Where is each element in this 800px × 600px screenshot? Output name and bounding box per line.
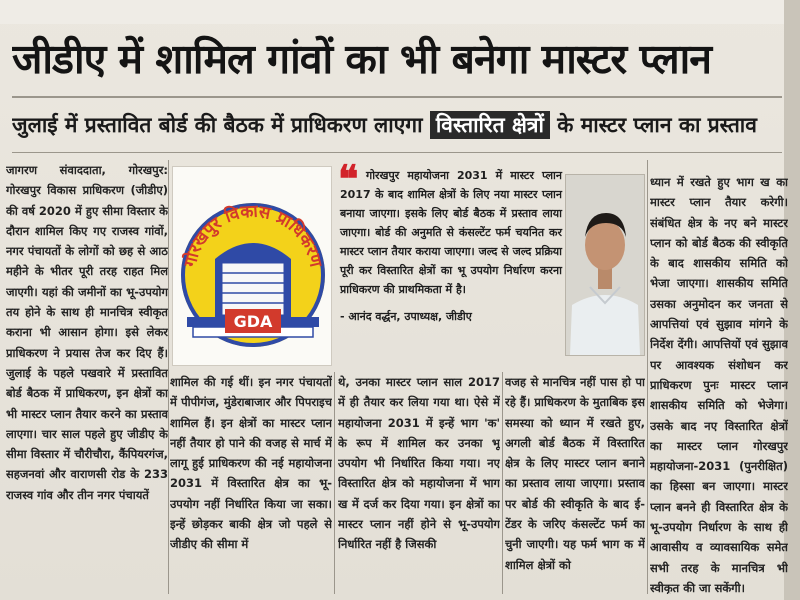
subheadline-tail: के मास्टर प्लान का प्रस्ताव	[557, 113, 757, 137]
headline-divider	[12, 96, 782, 98]
quote-mark-icon: ❝	[338, 156, 359, 201]
article-column-1	[6, 160, 168, 594]
article-column-4-text: वजह से मानचित्र नहीं पास हो पा रहे हैं। प्राधिकरण के मुताबिक इस समस्या को ध्यान में रखते हुए, अगली बोर्ड बैठक में विस्तारित क्षेत्र के लिए मास्टर प्लान बनाने का प्रस्ताव लाया जाएगा। प्रस्ताव पर बोर्ड की स्वीकृति के बाद ई-टेंडर के जरिए कंसल्टेंट फर्म का चुनी जाएगी। यह फर्म भाग क में शामिल क्षेत्रों को	[505, 375, 645, 572]
article-column-4	[505, 372, 645, 594]
article-column-3	[338, 372, 500, 594]
quote-text: गोरखपुर महायोजना 2031 में मास्टर प्लान 2017 के बाद शामिल क्षेत्रों के लिए नया मास्टर प्लान बनाया जाएगा। इसके लिए बोर्ड बैठक में प्रस्ताव लाया जाएगा। बोर्ड की अनुमति से कंसल्टेंट फर्म चयनित कर मास्टर प्लान तैयार कराया जाएगा। जल्द से जल्द प्रक्रिया पूरी कर विस्तारित क्षेत्रों का भू उपयोग निर्धारण करना प्राधिकरण की प्राथमिकता में है।	[340, 169, 562, 296]
article-column-5-text: ध्यान में रखते हुए भाग ख का मास्टर प्लान तैयार करेगी। संबंधित क्षेत्र के नए बने मास्टर प्लान को बोर्ड बैठक की स्वीकृति के बाद शासकीय समिति को भेजा जाएगा। शासकीय समिति उसका अनुमोदन कर जनता से आपत्तियां एवं सुझाव मांगने के निर्देश देंगी। आपत्तियों एवं सुझाव पर आवश्यक संशोधन कर प्राधिकरण पुनः मास्टर प्लान शासकीय समिति को भेजेगा। उसके बाद नए विस्तारित क्षेत्रों का मास्टर प्लान गोरखपुर महायोजना-2031 (पुनरीक्षित) का हिस्सा बन जाएगा। मास्टर प्लान बनने ही विस्तारित क्षेत्र के भू-उपयोग निर्धारण के साथ ही आवासीय व व्यावसायिक समेत सभी तरह के मानचित्र भी स्वीकृत की जा सकेंगी।	[650, 175, 788, 594]
gda-emblem-icon	[173, 167, 331, 365]
logo-arc-text: गोरखपुर विकास प्राधिकरण	[180, 201, 326, 269]
column-divider-3	[502, 372, 503, 594]
column-divider-4	[647, 160, 648, 594]
article-column-2	[170, 372, 332, 594]
headline: जीडीए में शामिल गांवों का भी बनेगा मास्टर प्लान	[12, 35, 712, 83]
person-portrait-icon	[566, 175, 644, 355]
official-photo	[565, 174, 645, 356]
article-column-2-text: शामिल की गई थीं। इन नगर पंचायतों में पीपीगंज, मुंडेराबाजार और पिपराइच शामिल हैं। इन क्षेत्रों का मास्टर प्लान नहीं तैयार हो पाने की वजह से मार्च में लागू हुई प्राधिकरण की नई महायोजना 2031 में विस्तारित क्षेत्र का भू-उपयोग नहीं निर्धारित किया जा सका। इन्हें छोड़कर बाकी क्षेत्र जो पहले से जीडीए की सीमा में	[170, 375, 332, 552]
quote-author: - आनंद वर्द्धन, उपाध्यक्ष, जीडीए	[340, 310, 472, 323]
article-column-1-text: जागरण संवाददाता, गोरखपुर: गोरखपुर विकास प्राधिकरण (जीडीए) की वर्ष 2020 में हुए सीमा विस्तार के दौरान शामिल किए गए राजस्व गांवों, नगर पंचायतों के लोगों को छह से आठ महीने के भीतर पूरी तरह राहत मिल जाएगी। यहां की जमीनों का भू-उपयोग तय होने के साथ ही मानचित्र स्वीकृत कराना भी आसान होगा। इसे लेकर प्राधिकरण ने प्रयास तेज कर दिए हैं। जुलाई के पहले पखवारे में प्रस्तावित बोर्ड बैठक में प्राधिकरण, इन क्षेत्रों का भी मास्टर प्लान तैयार करने का प्रस्ताव लाएगा। चार साल पहले हुए जीडीए के सीमा विस्तार में चौरीचौरा, कैंपियरगंज, सहजनवां और वाराणसी रोड के 233 राजस्व गांव और तीन नगर पंचायतें	[6, 163, 168, 502]
subhead-divider	[12, 152, 782, 153]
gda-logo	[172, 166, 332, 366]
pull-quote	[338, 156, 562, 366]
article-column-5	[650, 172, 788, 594]
column-divider-1	[168, 160, 169, 594]
subheadline-highlight: विस्तारित क्षेत्रों	[430, 111, 550, 139]
article-column-3-text: थे, उनका मास्टर प्लान साल 2017 में ही तैयार कर लिया गया था। ऐसे में महायोजना 2031 में इन्हें भाग 'क' के रूप में शामिल कर उनका भू उपयोग भी निर्धारित किया गया। नए विस्तारित क्षेत्र को महायोजना में भाग ख में दर्ज कर दिया गया। इन क्षेत्रों का मास्टर प्लान नहीं होने से भू-उपयोग निर्धारित नहीं है जिसकी	[338, 375, 500, 552]
page-top-edge	[0, 0, 800, 24]
subheadline	[12, 102, 784, 148]
logo-acronym: GDA	[233, 312, 273, 331]
subheadline-lead: जुलाई में प्रस्तावित बोर्ड की बैठक में प्राधिकरण लाएगा	[12, 113, 423, 137]
column-divider-2	[334, 372, 335, 594]
